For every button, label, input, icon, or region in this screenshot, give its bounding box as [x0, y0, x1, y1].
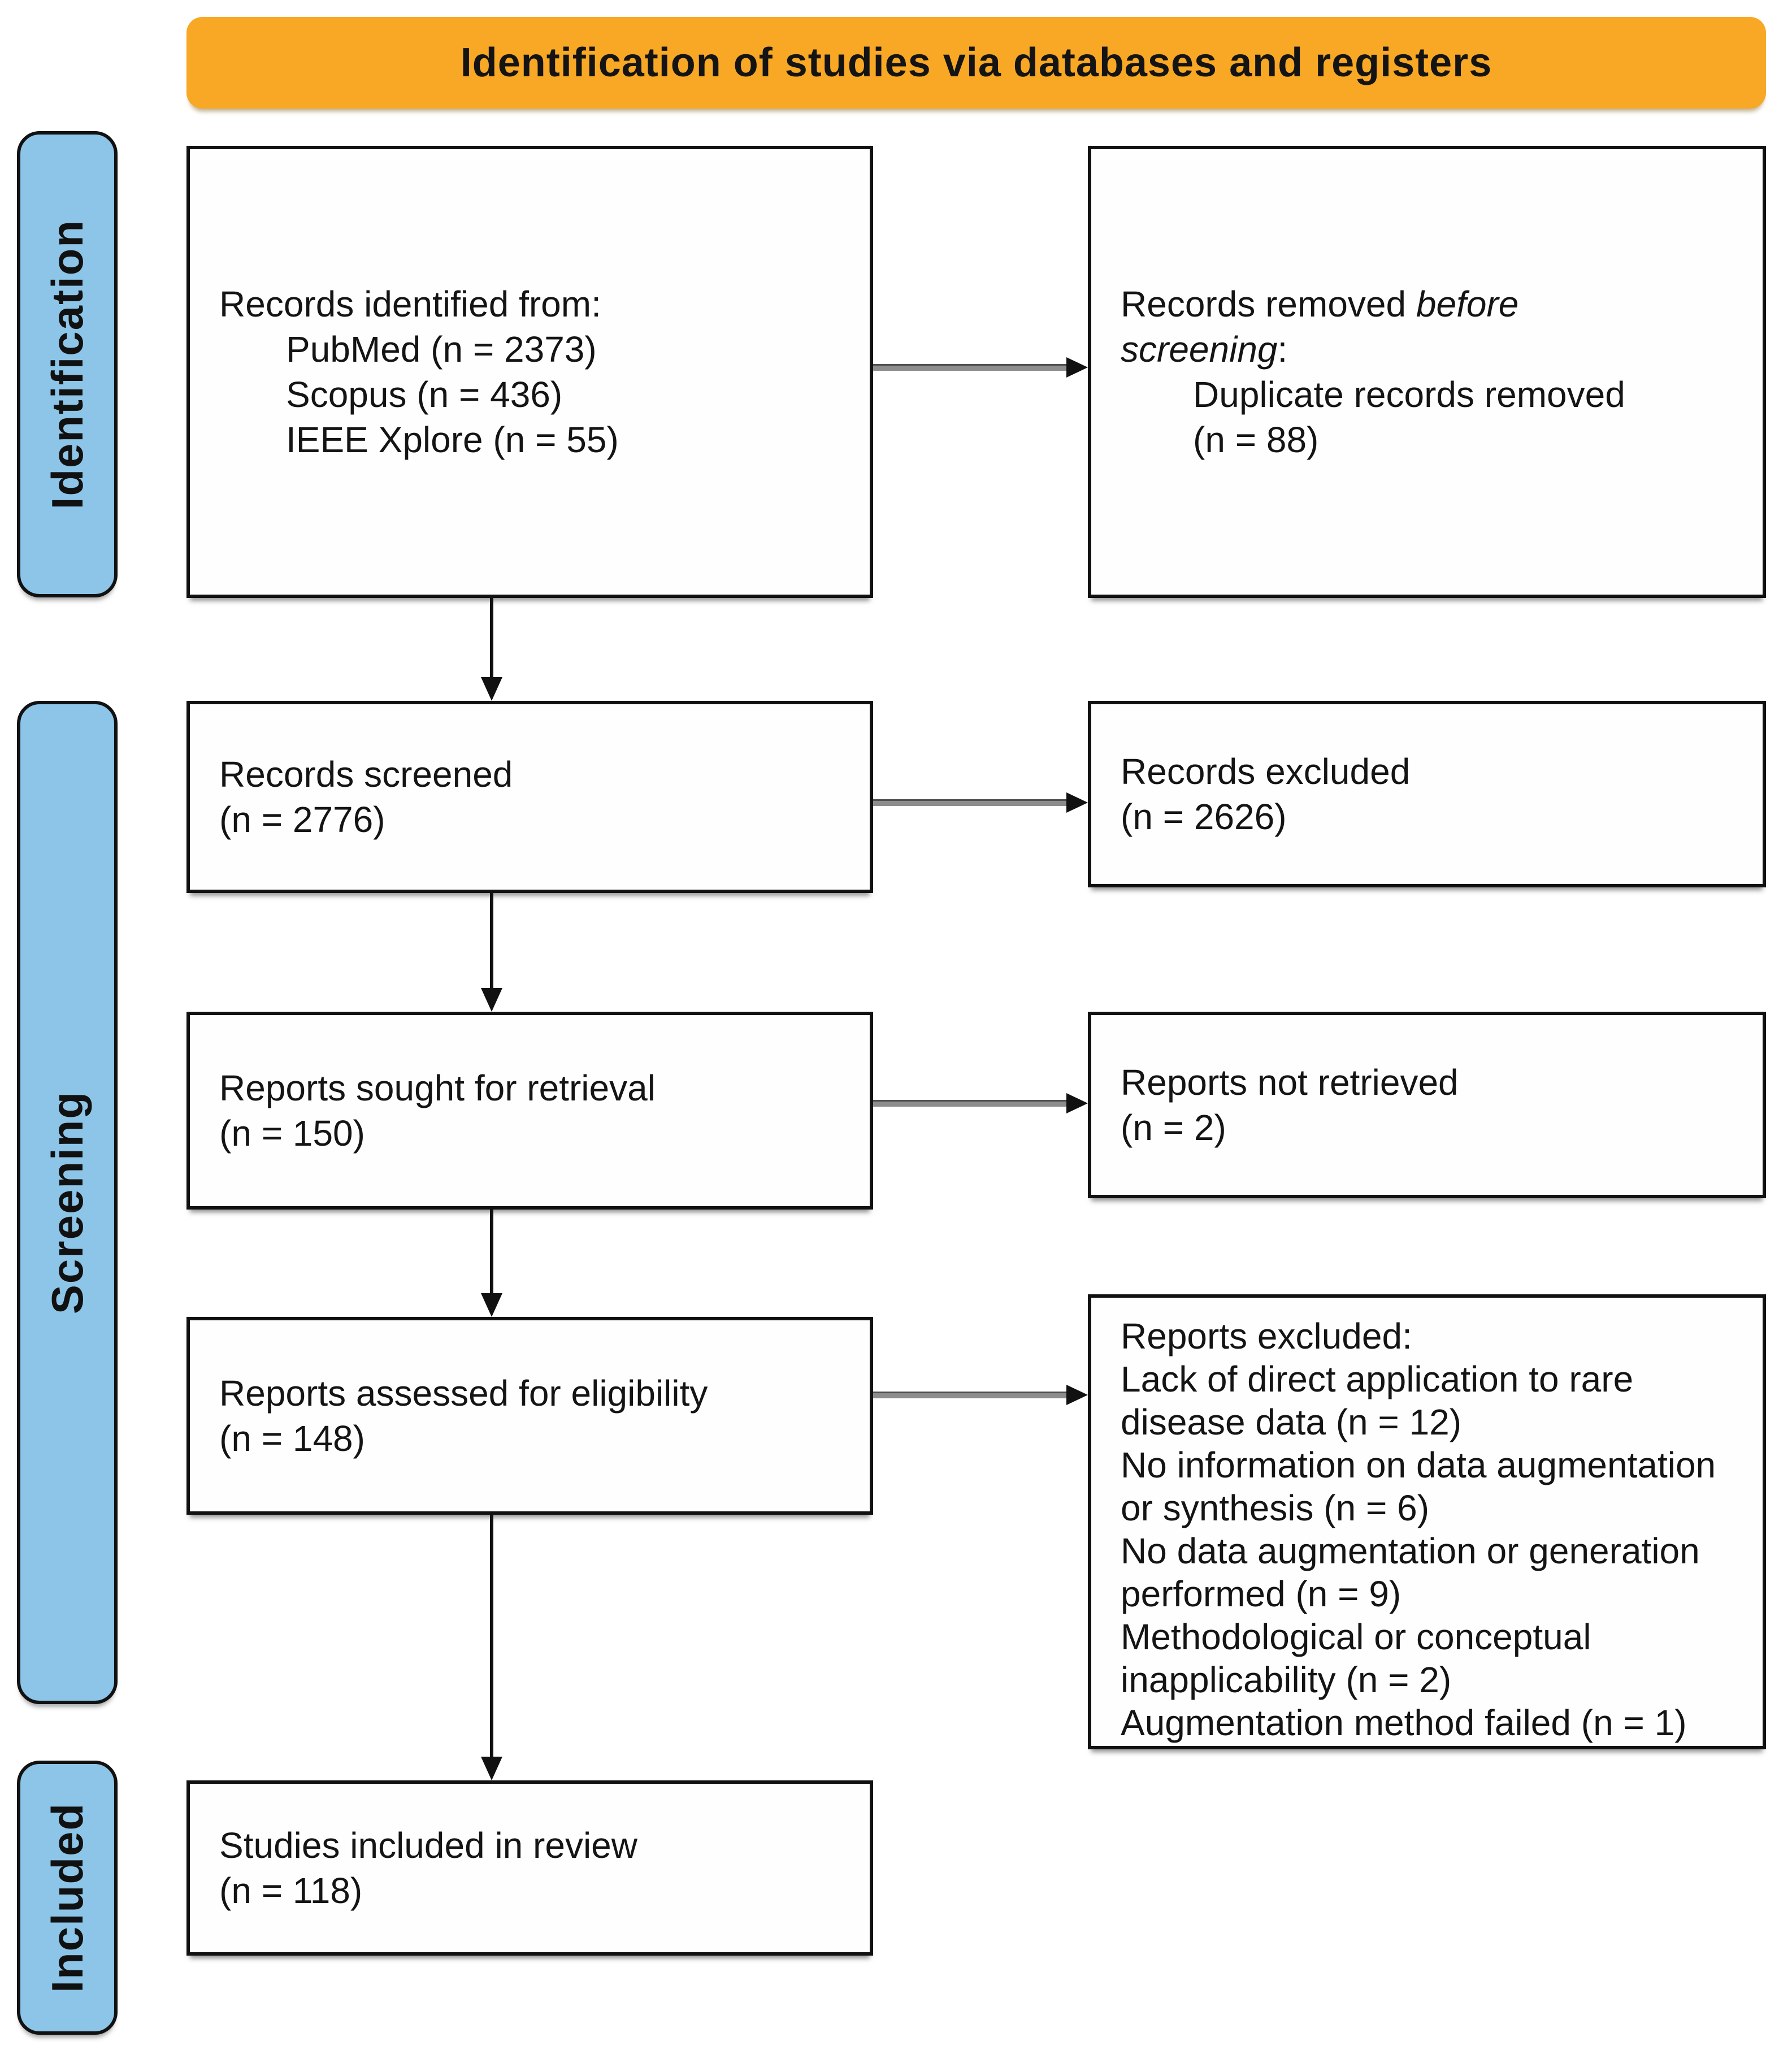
reports-excluded-heading: Reports excluded: [1121, 1316, 1412, 1356]
studies-included-count: (n = 118) [219, 1870, 363, 1911]
duplicate-records-removed: Duplicate records removed [1193, 374, 1625, 415]
records-excluded-count: (n = 2626) [1121, 796, 1287, 837]
records-excluded-label: Records excluded [1121, 751, 1411, 792]
arrow-sought-to-assessed-head [481, 1293, 502, 1317]
records-screened-label: Records screened [219, 754, 513, 795]
records-removed-line2 [1121, 327, 1746, 372]
duplicate-records-count: (n = 88) [1193, 419, 1319, 460]
arrow-identified-to-screened-head [481, 677, 502, 701]
stage-label-identification: Identification [42, 219, 92, 510]
box-reports-excluded-reasons [1088, 1294, 1766, 1749]
records-screened-count: (n = 2776) [219, 799, 385, 840]
studies-included-label: Studies included in review [219, 1825, 637, 1866]
arrow-screened-to-sought-head [481, 988, 502, 1012]
box-reports-assessed [186, 1317, 873, 1515]
reports-not-retrieved-label: Reports not retrieved [1121, 1062, 1459, 1103]
reports-sought-label: Reports sought for retrieval [219, 1068, 656, 1108]
box-reports-not-retrieved [1088, 1012, 1766, 1198]
arrow-screened-to-sought-line [490, 893, 493, 989]
reports-assessed-label: Reports assessed for eligibility [219, 1373, 708, 1414]
box-records-excluded [1088, 701, 1766, 887]
exclusion-reason-no-information: No information on data augmentation or synthesis (n = 6) [1121, 1445, 1716, 1528]
records-removed-italic-screening: screening [1121, 329, 1278, 370]
records-removed-line1 [1121, 281, 1746, 327]
arrow-identified-to-removed-line [873, 364, 1066, 371]
box-reports-sought [186, 1012, 873, 1210]
stage-bar-identification [17, 131, 118, 597]
box-records-screened [186, 701, 873, 893]
arrow-assessed-to-reasons-head [1066, 1385, 1088, 1405]
source-pubmed: PubMed (n = 2373) [286, 329, 597, 370]
stage-bar-screening [17, 701, 118, 1704]
arrow-screened-to-excluded-head [1066, 792, 1088, 813]
exclusion-reason-no-augmentation: No data augmentation or generation performed (n = 9) [1121, 1531, 1700, 1614]
reports-not-retrieved-count: (n = 2) [1121, 1107, 1226, 1148]
exclusion-reason-method-failed: Augmentation method failed (n = 1) [1121, 1702, 1687, 1743]
reports-sought-count: (n = 150) [219, 1113, 365, 1154]
records-removed-colon: : [1277, 329, 1288, 370]
arrow-identified-to-screened-line [490, 598, 493, 679]
records-removed-prefix: Records removed [1121, 284, 1416, 324]
stage-label-screening: Screening [42, 1090, 92, 1315]
exclusion-reason-methodological: Methodological or conceptual inapplicability (n = 2) [1121, 1616, 1591, 1700]
box-studies-included [186, 1780, 873, 1956]
stage-bar-included [17, 1761, 118, 2035]
arrow-sought-to-not-retrieved-line [873, 1100, 1066, 1107]
source-scopus: Scopus (n = 436) [286, 374, 563, 415]
diagram-title: Identification of studies via databases and registers [460, 40, 1492, 85]
arrow-assessed-to-reasons-line [873, 1392, 1066, 1398]
arrow-sought-to-assessed-line [490, 1210, 493, 1294]
arrow-identified-to-removed-head [1066, 357, 1088, 378]
arrow-sought-to-not-retrieved-head [1066, 1093, 1088, 1113]
arrow-assessed-to-included-line [490, 1515, 493, 1758]
records-identified-heading: Records identified from: [219, 284, 601, 324]
arrow-assessed-to-included-head [481, 1757, 502, 1780]
box-records-identified [186, 146, 873, 598]
title-banner [186, 17, 1766, 109]
arrow-screened-to-excluded-line [873, 799, 1066, 806]
source-ieee-xplore: IEEE Xplore (n = 55) [286, 419, 619, 460]
records-removed-italic-before: before [1416, 284, 1519, 324]
stage-label-included: Included [42, 1802, 92, 1993]
box-records-removed-before-screening [1088, 146, 1766, 598]
reports-assessed-count: (n = 148) [219, 1418, 365, 1459]
exclusion-reason-rare-disease: Lack of direct application to rare disease data (n = 12) [1121, 1359, 1634, 1442]
